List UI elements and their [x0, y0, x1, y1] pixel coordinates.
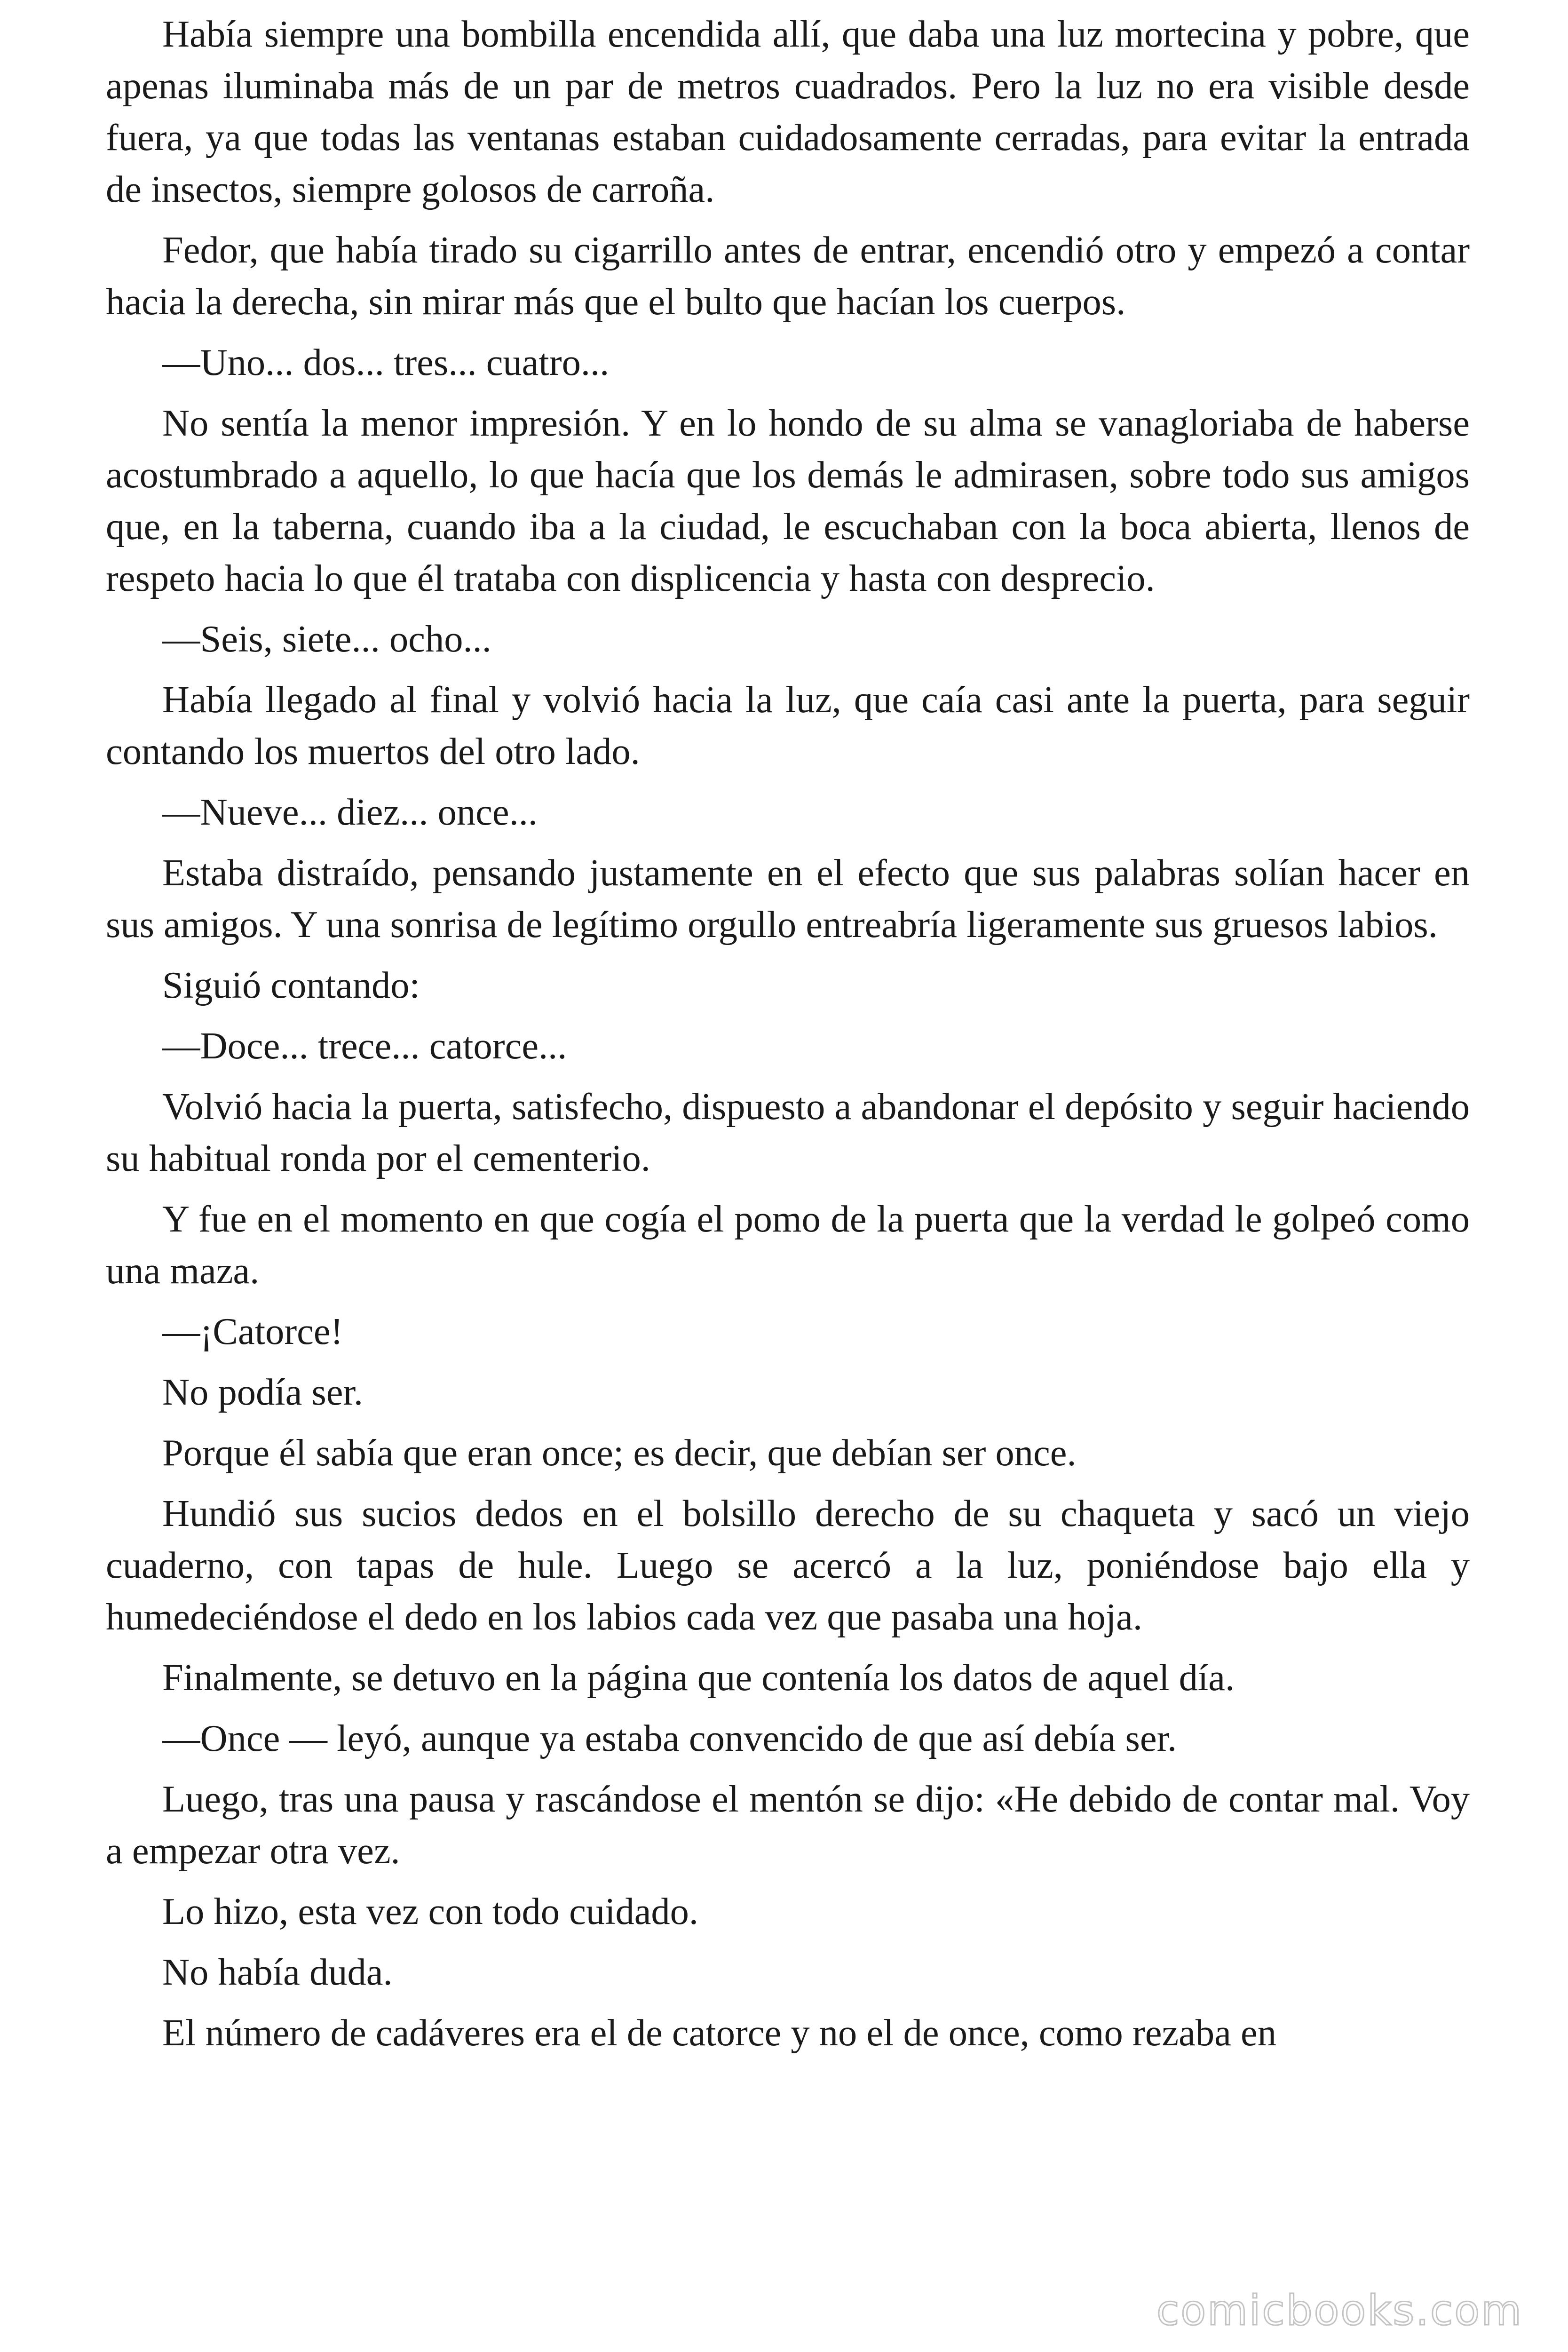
paragraph: El número de cadáveres era el de catorce y no el de once, como rezaba en [162, 2012, 1276, 2054]
paragraph: No podía ser. [162, 1371, 364, 1413]
paragraph: —Once — leyó, aunque ya estaba convencido de que así debía ser. [162, 1717, 1177, 1759]
watermark: comicbooks.com [1156, 2286, 1523, 2335]
paragraph: Porque él sabía que eran once; es decir, que debían ser once. [162, 1432, 1077, 1474]
paragraph: Finalmente, se detuvo en la página que contenía los datos de aquel día. [162, 1657, 1235, 1699]
paragraph: No sentía la menor impresión. Y en lo hondo de su alma se vanagloriaba de haberse acostumbrado a aquello, lo que hacía que los demás le admirasen, sobre todo sus amigos que, en la taberna, cuando iba a la ciudad, le escuchaban con la boca abierta, llenos de respeto hacia lo que él trataba con displicencia y hasta con desprecio. [106, 402, 1470, 599]
paragraph: Había llegado al final y volvió hacia la luz, que caía casi ante la puerta, para seguir contando los muertos del otro lado. [106, 679, 1470, 772]
page-body [106, 8, 1470, 2068]
paragraph: Hundió sus sucios dedos en el bolsillo derecho de su chaqueta y sacó un viejo cuaderno, con tapas de hule. Luego se acercó a la luz, poniéndose bajo ella y humedeciéndose el dedo en los labios cada vez que pasaba una hoja. [106, 1493, 1470, 1638]
paragraph: Había siempre una bombilla encendida allí, que daba una luz mortecina y pobre, que apenas iluminaba más de un par de metros cuadrados. Pero la luz no era visible desde fuera, ya que todas las ventanas estaban cuidadosamente cerradas, para evitar la entrada de insectos, siempre golosos de carroña. [106, 13, 1470, 210]
paragraph: Volvió hacia la puerta, satisfecho, dispuesto a abandonar el depósito y seguir haciendo su habitual ronda por el cementerio. [106, 1086, 1470, 1179]
paragraph: —Doce... trece... catorce... [162, 1025, 567, 1067]
paragraph: Y fue en el momento en que cogía el pomo de la puerta que la verdad le golpeó como una maza. [106, 1198, 1470, 1292]
paragraph: —Uno... dos... tres... cuatro... [162, 342, 610, 383]
paragraph: Estaba distraído, pensando justamente en el efecto que sus palabras solían hacer en sus amigos. Y una sonrisa de legítimo orgullo entreabría ligeramente sus gruesos labios. [106, 852, 1470, 946]
paragraph: Luego, tras una pausa y rascándose el mentón se dijo: «He debido de contar mal. Voy a empezar otra vez. [106, 1778, 1470, 1872]
paragraph: Lo hizo, esta vez con todo cuidado. [162, 1891, 699, 1932]
paragraph: Fedor, que había tirado su cigarrillo antes de entrar, encendió otro y empezó a contar hacia la derecha, sin mirar más que el bulto que hacían los cuerpos. [106, 229, 1470, 323]
paragraph: Siguió contando: [162, 964, 420, 1006]
paragraph: No había duda. [162, 1951, 393, 1993]
paragraph: —¡Catorce! [162, 1311, 343, 1352]
paragraph: —Seis, siete... ocho... [162, 618, 491, 660]
paragraph: —Nueve... diez... once... [162, 791, 538, 833]
